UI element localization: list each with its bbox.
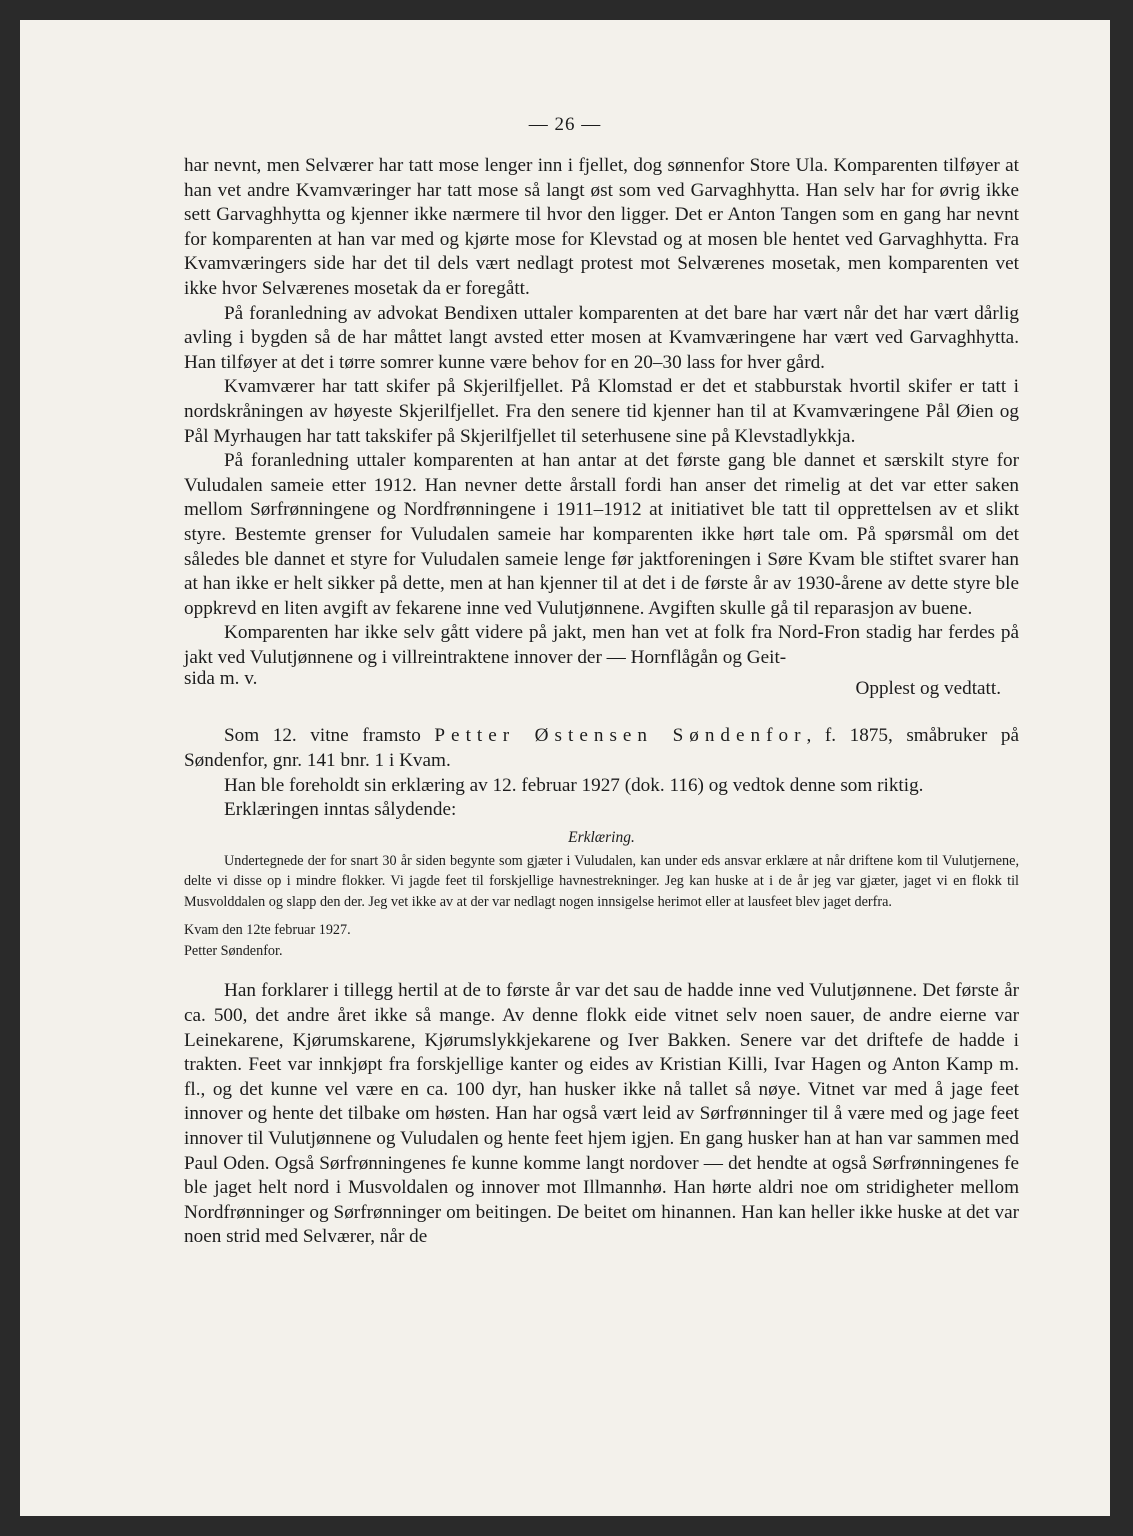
paragraph-end: sida m. v. [184, 668, 258, 690]
paragraph: Han ble foreholdt sin erklæring av 12. februar 1927 (dok. 116) og vedtok denne som riktig. [224, 774, 924, 796]
declaration-title: Erklæring. [568, 828, 635, 846]
page-body [184, 154, 1019, 1250]
declaration-place-date: Kvam den 12te februar 1927. [184, 922, 351, 939]
paragraph: På foranledning uttaler komparenten at han antar at det første gang ble dannet et særskilt styre for Vuludalen sameie etter 1912. Han nevner dette årstall fordi han anser det rimelig at det var etter saken mellom Sørfrønningene og Nordfrønningene i 1911–1912 at initiativet ble tatt til opprettelsen av et slikt styre. Bestemte grenser for Vuludalen sameie har komparenten ikke hørt tale om. På spørsmål om det således ble dannet et styre for Vuludalen sameie lenge før jaktforeningen i Søre Kvam ble stiftet svarer han at han ikke er helt sikker på dette, men at han kjenner til at det i de første år av 1930-årene av dette styre ble oppkrevd en liten avgift av fekarene inne ved Vulutjønnene. Avgiften skulle gå til reparasjon av buene. [184, 450, 1019, 619]
document-page [20, 20, 1110, 1516]
witness-name: Petter Østensen Søndenfor [434, 725, 807, 747]
closing-line [184, 668, 1019, 700]
witness-intro [184, 724, 1019, 773]
declaration-block [184, 829, 1019, 962]
witness-intro-suffix: , f. 1875, småbruker på Søndenfor, gnr. 141 bnr. 1 i Kvam. [184, 725, 1019, 772]
paragraph: Erklæringen inntas sålydende: [224, 799, 457, 821]
paragraph: Komparenten har ikke selv gått videre på jakt, men han vet at folk fra Nord-Fron stadig har ferdes på jakt ved Vulutjønnene og i villreintraktene innover der — Hornflågån og Geit- [184, 622, 1019, 668]
paragraph: har nevnt, men Selværer har tatt mose lenger inn i fjellet, dog sønnenfor Store Ula. Komparenten tilføyer at han vet andre Kvamværinger har tatt mose så langt øst som ved Garvaghhytta. Han selv har for øvrig ikke sett Garvaghhytta og kjenner ikke nærmere til hvor den ligger. Det er Anton Tangen som en gang har nevnt for komparenten at han var med og kjørte mose for Klevstad og at mosen ble hentet ved Garvaghhytta. Fra Kvamværingers side har det til dels vært nedlagt protest mot Selværenes mosetak, men komparenten vet ikke hvor Selværenes mosetak da er foregått. [184, 155, 1019, 299]
read-approved-note: Opplest og vedtatt. [855, 678, 1001, 700]
testimony-section [184, 154, 1019, 823]
declaration-signature: Petter Søndenfor. [184, 942, 283, 959]
testimony-continued [184, 979, 1019, 1250]
declaration-text: Undertegnede der for snart 30 år siden begynte som gjæter i Vuludalen, kan under eds ansvar erklære at når driftene kom til Vulutjernene, delte vi disse op i mindre flokker. Vi jagde feet til forskjellige havnestrekninger. Jeg kan huske at i de år jeg var gjæter, jaget vi en flokk til Musvolddalen og slapp den der. Jeg vet ikke av at der var nedlagt nogen innsigelse herimot eller at lausfeet blev jaget derfra. [184, 852, 1019, 910]
paragraph: På foranledning av advokat Bendixen uttaler komparenten at det bare har vært når det har vært dårlig avling i bygden så de har måttet langt avsted etter mosen at Kvamværingene har vært ved Garvaghhytta. Han tilføyer at det i tørre somrer kunne være behov for en 20–30 lass for hver gård. [184, 302, 1019, 373]
page-number: — 26 — [528, 114, 602, 135]
witness-intro-prefix: Som 12. vitne framsto [224, 725, 435, 747]
paragraph: Han forklarer i tillegg hertil at de to første år var det sau de hadde inne ved Vulutjønnene. Det første år ca. 500, det andre året ikke så mange. Av denne flokk eide vitnet selv noen sauer, de andre eierne var Leinekarene, Kjørumskarene, Kjørumslykkjekarene og Iver Bakken. Senere var det driftefe de hadde i trakten. Feet var innkjøpt fra forskjellige kanter og eides av Kristian Killi, Ivar Hagen og Anton Kamp m. fl., og det kunne vel være en ca. 100 dyr, han husker ikke nå tallet så nøye. Vitnet var med å jage feet innover og hente det tilbake om høsten. Han har også vært leid av Sørfrønninger til å være med og jage feet innover til Vulutjønnene og Vuludalen og hente feet hjem igjen. En gang husker han at han var sammen med Paul Oden. Også Sørfrønningenes fe kunne komme langt nordover — det hendte at også Sørfrønningenes fe ble jaget helt nord i Musvoldalen og innover mot Illmannhø. Han hørte aldri noe om stridigheter mellom Nordfrønninger og Sørfrønninger om beitingen. De beitet om hinannen. Han kan heller ikke huske at det var noen strid med Selværer, når de [184, 980, 1019, 1248]
paragraph: Kvamværer har tatt skifer på Skjerilfjellet. På Klomstad er det et stabburstak hvortil skifer er tatt i nordskråningen av høyeste Skjerilfjellet. Fra den senere tid kjenner han til at Kvamværingene Pål Øien og Pål Myrhaugen har tatt takskifer på Skjerilfjellet til seterhusene sine på Klevstadlykkja. [184, 376, 1019, 447]
